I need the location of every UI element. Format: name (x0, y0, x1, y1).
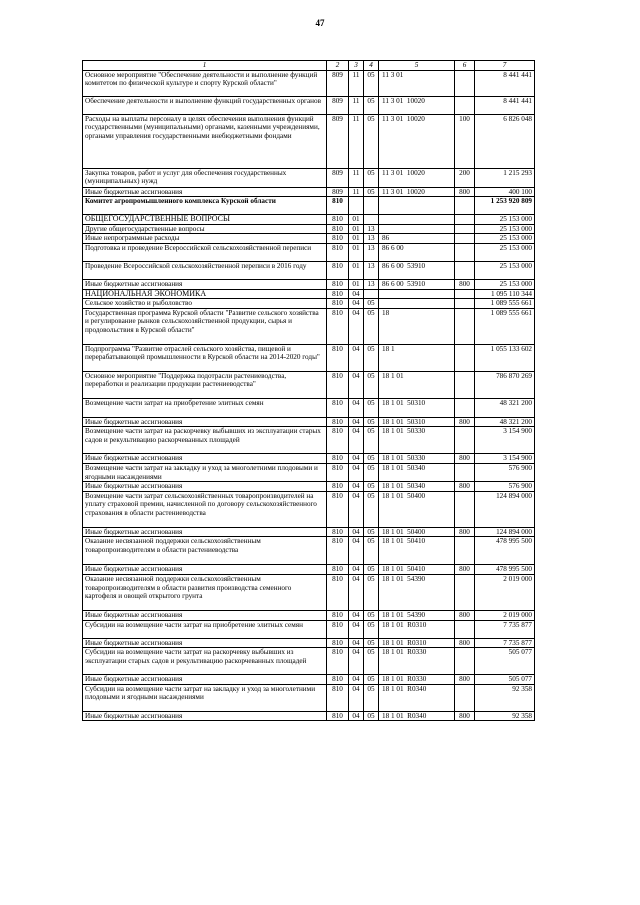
row-description: Иные бюджетные ассигнования (83, 711, 327, 721)
row-admin-code: 810 (327, 427, 349, 454)
row-description: Иные бюджетные ассигнования (83, 610, 327, 620)
row-target-article: 11 3 01 (379, 70, 455, 96)
row-subsection: 13 (364, 243, 379, 261)
row-admin-code: 809 (327, 96, 349, 114)
table-row (83, 187, 535, 197)
row-section: 04 (349, 398, 364, 417)
row-amount: 6 826 048 (475, 114, 535, 168)
row-target-article: 11 3 01 10020 (379, 114, 455, 168)
row-section: 04 (349, 565, 364, 575)
row-amount: 124 894 000 (475, 527, 535, 537)
row-amount: 48 321 200 (475, 398, 535, 417)
row-description: ОБЩЕГОСУДАРСТВЕННЫЕ ВОПРОСЫ (83, 215, 327, 225)
row-section: 01 (349, 279, 364, 289)
row-target-article: 18 1 01 50400 (379, 491, 455, 527)
row-target-article: 18 1 (379, 344, 455, 371)
row-description: Иные непрограммные расходы (83, 234, 327, 244)
row-expense-type (455, 243, 475, 261)
row-subsection (364, 197, 379, 215)
row-target-article: 86 (379, 234, 455, 244)
row-expense-type (455, 648, 475, 675)
header-cell: 5 (379, 61, 455, 71)
row-description: Обеспечение деятельности и выполнение функций государственных органов (83, 96, 327, 114)
row-section: 01 (349, 215, 364, 225)
table-row (83, 215, 535, 225)
table-row (83, 398, 535, 417)
row-amount: 478 995 500 (475, 565, 535, 575)
row-admin-code: 810 (327, 234, 349, 244)
row-description: Проведение Всероссийской сельскохозяйственной переписи в 2016 году (83, 261, 327, 279)
row-expense-type: 800 (455, 638, 475, 648)
row-target-article: 86 6 00 53910 (379, 261, 455, 279)
row-admin-code: 810 (327, 398, 349, 417)
header-cell: 1 (83, 61, 327, 71)
row-section: 04 (349, 463, 364, 481)
row-amount: 1 253 920 809 (475, 197, 535, 215)
row-subsection: 05 (364, 417, 379, 427)
row-subsection: 05 (364, 187, 379, 197)
row-description: Иные бюджетные ассигнования (83, 417, 327, 427)
row-subsection: 05 (364, 344, 379, 371)
row-amount: 7 735 877 (475, 638, 535, 648)
row-admin-code: 810 (327, 463, 349, 481)
header-cell: 2 (327, 61, 349, 71)
row-target-article: 11 3 01 10020 (379, 96, 455, 114)
row-expense-type (455, 70, 475, 96)
table-row (83, 610, 535, 620)
row-subsection: 05 (364, 620, 379, 638)
table-row (83, 344, 535, 371)
row-section: 04 (349, 537, 364, 565)
row-admin-code: 809 (327, 114, 349, 168)
row-subsection: 05 (364, 482, 379, 492)
table-row (83, 574, 535, 610)
row-description: Возмещение части затрат на закладку и уход за многолетними плодовыми и ягодными насаждениями (83, 463, 327, 481)
row-section: 04 (349, 684, 364, 711)
row-admin-code: 809 (327, 187, 349, 197)
row-expense-type (455, 427, 475, 454)
row-description: Подготовка и проведение Всероссийской сельскохозяйственной переписи (83, 243, 327, 261)
row-admin-code: 809 (327, 168, 349, 187)
row-subsection: 05 (364, 308, 379, 344)
row-target-article: 18 1 01 50330 (379, 454, 455, 464)
table-row (83, 565, 535, 575)
row-expense-type: 800 (455, 610, 475, 620)
row-target-article: 18 1 01 54390 (379, 574, 455, 610)
table-row (83, 168, 535, 187)
row-admin-code: 810 (327, 491, 349, 527)
header-cell: 6 (455, 61, 475, 71)
row-target-article: 18 1 01 R0310 (379, 620, 455, 638)
row-amount: 25 153 000 (475, 279, 535, 289)
row-target-article: 18 1 01 50310 (379, 398, 455, 417)
row-expense-type (455, 537, 475, 565)
row-target-article (379, 299, 455, 309)
row-subsection: 05 (364, 684, 379, 711)
row-admin-code: 810 (327, 537, 349, 565)
row-section: 04 (349, 648, 364, 675)
row-description: Субсидии на возмещение части затрат на закладку и уход за многолетними плодовыми и ягодными насаждениями (83, 684, 327, 711)
table-row (83, 197, 535, 215)
row-section: 04 (349, 574, 364, 610)
row-section: 04 (349, 610, 364, 620)
table-row (83, 308, 535, 344)
row-admin-code: 810 (327, 527, 349, 537)
row-amount: 3 154 900 (475, 427, 535, 454)
row-admin-code: 810 (327, 261, 349, 279)
row-admin-code: 809 (327, 70, 349, 96)
row-section: 11 (349, 114, 364, 168)
row-subsection: 05 (364, 168, 379, 187)
table-row (83, 620, 535, 638)
row-section: 04 (349, 344, 364, 371)
row-section: 04 (349, 638, 364, 648)
row-admin-code: 810 (327, 344, 349, 371)
row-amount: 8 441 441 (475, 70, 535, 96)
row-expense-type (455, 289, 475, 299)
table-row (83, 648, 535, 675)
row-description: Субсидии на возмещение части затрат на раскорчевку выбывших из эксплуатации старых садов и рекультивацию раскорчеванных площадей (83, 648, 327, 675)
table-body (83, 61, 535, 721)
row-description: Другие общегосударственные вопросы (83, 224, 327, 234)
row-amount: 576 900 (475, 463, 535, 481)
row-section: 04 (349, 482, 364, 492)
row-description: Закупка товаров, работ и услуг для обеспечения государственных (муниципальных) нужд (83, 168, 327, 187)
row-subsection: 05 (364, 70, 379, 96)
row-amount: 25 153 000 (475, 243, 535, 261)
row-subsection: 05 (364, 491, 379, 527)
row-description: Государственная программа Курской области "Развитие сельского хозяйства и регулирование рынков сельскохозяйственной продукции, сырья и продовольствия в Курской области" (83, 308, 327, 344)
row-subsection: 05 (364, 427, 379, 454)
row-target-article (379, 224, 455, 234)
table-row (83, 454, 535, 464)
table-row (83, 675, 535, 685)
table-row (83, 224, 535, 234)
table-row (83, 289, 535, 299)
row-admin-code: 810 (327, 224, 349, 234)
table-row (83, 684, 535, 711)
row-expense-type (455, 299, 475, 309)
row-section: 01 (349, 234, 364, 244)
row-description: Основное мероприятие "Поддержка подотрасли растениеводства, переработки и реализации продукции растениеводства" (83, 371, 327, 398)
row-expense-type (455, 197, 475, 215)
row-subsection: 05 (364, 711, 379, 721)
row-target-article: 11 3 01 10020 (379, 187, 455, 197)
row-amount: 1 089 555 661 (475, 308, 535, 344)
row-admin-code: 810 (327, 675, 349, 685)
row-amount: 1 095 110 344 (475, 289, 535, 299)
row-expense-type (455, 96, 475, 114)
table-row (83, 243, 535, 261)
row-admin-code: 810 (327, 289, 349, 299)
row-section: 04 (349, 491, 364, 527)
table-row (83, 427, 535, 454)
table-row (83, 482, 535, 492)
row-expense-type: 800 (455, 417, 475, 427)
row-expense-type (455, 215, 475, 225)
row-subsection: 13 (364, 261, 379, 279)
row-target-article: 18 1 01 50410 (379, 565, 455, 575)
row-subsection: 05 (364, 638, 379, 648)
row-admin-code: 810 (327, 243, 349, 261)
row-subsection: 05 (364, 537, 379, 565)
header-cell: 7 (475, 61, 535, 71)
table-header-row (83, 61, 535, 71)
row-section: 04 (349, 527, 364, 537)
row-section: 01 (349, 224, 364, 234)
row-expense-type (455, 684, 475, 711)
table-row (83, 234, 535, 244)
row-subsection (364, 289, 379, 299)
row-section: 04 (349, 675, 364, 685)
row-amount: 505 077 (475, 675, 535, 685)
row-admin-code: 810 (327, 482, 349, 492)
row-subsection: 05 (364, 565, 379, 575)
row-admin-code: 810 (327, 565, 349, 575)
row-expense-type: 800 (455, 187, 475, 197)
row-expense-type (455, 344, 475, 371)
header-cell: 3 (349, 61, 364, 71)
row-expense-type (455, 308, 475, 344)
row-description: Подпрограмма "Развитие отраслей сельского хозяйства, пищевой и перерабатывающей промышленности в Курской области на 2014-2020 годы" (83, 344, 327, 371)
row-section: 11 (349, 96, 364, 114)
row-expense-type (455, 491, 475, 527)
row-target-article: 11 3 01 10020 (379, 168, 455, 187)
row-expense-type: 100 (455, 114, 475, 168)
row-section: 04 (349, 371, 364, 398)
row-amount: 505 077 (475, 648, 535, 675)
row-admin-code: 810 (327, 215, 349, 225)
row-admin-code: 810 (327, 279, 349, 289)
row-amount: 1 089 555 661 (475, 299, 535, 309)
row-description: Возмещение части затрат на приобретение элитных семян (83, 398, 327, 417)
row-amount: 25 153 000 (475, 234, 535, 244)
row-subsection: 05 (364, 610, 379, 620)
row-amount: 576 900 (475, 482, 535, 492)
row-expense-type: 200 (455, 168, 475, 187)
row-subsection: 05 (364, 454, 379, 464)
row-expense-type (455, 620, 475, 638)
row-section: 04 (349, 417, 364, 427)
row-amount: 400 100 (475, 187, 535, 197)
row-expense-type: 800 (455, 565, 475, 575)
row-expense-type: 800 (455, 279, 475, 289)
row-amount: 2 019 000 (475, 574, 535, 610)
row-amount: 25 153 000 (475, 224, 535, 234)
row-admin-code: 810 (327, 371, 349, 398)
row-expense-type (455, 234, 475, 244)
row-target-article (379, 197, 455, 215)
row-description: Иные бюджетные ассигнования (83, 279, 327, 289)
row-admin-code: 810 (327, 574, 349, 610)
table-row (83, 70, 535, 96)
row-section: 04 (349, 289, 364, 299)
table-row (83, 279, 535, 289)
row-amount: 3 154 900 (475, 454, 535, 464)
row-description: Основное мероприятие "Обеспечение деятельности и выполнение функций комитетом по физической культуре и спорту Курской области" (83, 70, 327, 96)
row-section: 11 (349, 187, 364, 197)
row-description: Иные бюджетные ассигнования (83, 187, 327, 197)
table-row (83, 417, 535, 427)
row-section: 04 (349, 427, 364, 454)
row-amount: 7 735 877 (475, 620, 535, 638)
row-amount: 124 894 000 (475, 491, 535, 527)
row-description: Иные бюджетные ассигнования (83, 638, 327, 648)
row-target-article: 18 1 01 50340 (379, 463, 455, 481)
row-amount: 1 215 293 (475, 168, 535, 187)
row-subsection: 05 (364, 574, 379, 610)
row-target-article: 18 (379, 308, 455, 344)
table-row (83, 491, 535, 527)
row-description: Иные бюджетные ассигнования (83, 527, 327, 537)
table-row (83, 537, 535, 565)
row-section: 11 (349, 168, 364, 187)
row-expense-type: 800 (455, 711, 475, 721)
row-expense-type (455, 398, 475, 417)
row-subsection: 05 (364, 527, 379, 537)
row-expense-type: 800 (455, 527, 475, 537)
table-row (83, 463, 535, 481)
row-admin-code: 810 (327, 417, 349, 427)
row-description: Иные бюджетные ассигнования (83, 565, 327, 575)
row-subsection: 05 (364, 675, 379, 685)
row-expense-type: 800 (455, 454, 475, 464)
row-admin-code: 810 (327, 620, 349, 638)
row-description: Возмещение части затрат сельскохозяйственных товаропроизводителей на уплату страховой премии, начисленной по договору сельскохозяйственного страхования в области растениеводства (83, 491, 327, 527)
row-target-article: 18 1 01 50410 (379, 537, 455, 565)
row-section: 04 (349, 308, 364, 344)
row-subsection: 13 (364, 224, 379, 234)
row-section: 01 (349, 243, 364, 261)
row-amount: 1 055 133 602 (475, 344, 535, 371)
row-description: Расходы на выплаты персоналу в целях обеспечения выполнения функций государственными (муниципальными) органами, казенными учреждениями, органами управления государственными внебюджетными фондами (83, 114, 327, 168)
row-subsection: 05 (364, 463, 379, 481)
row-target-article: 18 1 01 R0310 (379, 638, 455, 648)
budget-table (82, 60, 535, 721)
row-admin-code: 810 (327, 610, 349, 620)
row-target-article: 18 1 01 50310 (379, 417, 455, 427)
row-target-article (379, 215, 455, 225)
table-row (83, 527, 535, 537)
row-target-article: 18 1 01 54390 (379, 610, 455, 620)
row-admin-code: 810 (327, 638, 349, 648)
row-amount: 92 358 (475, 684, 535, 711)
table-row (83, 711, 535, 721)
row-description: НАЦИОНАЛЬНАЯ ЭКОНОМИКА (83, 289, 327, 299)
row-target-article: 18 1 01 50400 (379, 527, 455, 537)
row-subsection: 05 (364, 398, 379, 417)
row-section: 04 (349, 620, 364, 638)
row-target-article: 18 1 01 50340 (379, 482, 455, 492)
table-row (83, 114, 535, 168)
row-subsection: 13 (364, 234, 379, 244)
table-row (83, 261, 535, 279)
row-amount: 92 358 (475, 711, 535, 721)
row-amount: 478 995 500 (475, 537, 535, 565)
row-amount: 25 153 000 (475, 261, 535, 279)
table-row (83, 96, 535, 114)
row-description: Возмещение части затрат на раскорчевку выбывших из эксплуатации старых садов и рекультивацию раскорчеванных площадей (83, 427, 327, 454)
row-target-article: 86 6 00 53910 (379, 279, 455, 289)
row-target-article: 18 1 01 R0340 (379, 711, 455, 721)
row-expense-type (455, 574, 475, 610)
row-expense-type (455, 224, 475, 234)
row-section (349, 197, 364, 215)
table-row (83, 299, 535, 309)
row-amount: 786 870 269 (475, 371, 535, 398)
row-subsection: 13 (364, 279, 379, 289)
row-description: Оказание несвязанной поддержки сельскохозяйственным товаропроизводителям в области развития производства семенного картофеля и овощей открытого грунта (83, 574, 327, 610)
row-admin-code: 810 (327, 648, 349, 675)
row-expense-type (455, 463, 475, 481)
row-description: Субсидии на возмещение части затрат на приобретение элитных семян (83, 620, 327, 638)
row-admin-code: 810 (327, 454, 349, 464)
row-admin-code: 810 (327, 299, 349, 309)
header-cell: 4 (364, 61, 379, 71)
table-row (83, 371, 535, 398)
row-description: Иные бюджетные ассигнования (83, 482, 327, 492)
row-subsection: 05 (364, 96, 379, 114)
row-admin-code: 810 (327, 308, 349, 344)
row-admin-code: 810 (327, 197, 349, 215)
row-target-article: 18 1 01 R0330 (379, 648, 455, 675)
row-target-article: 18 1 01 50330 (379, 427, 455, 454)
row-description: Сельское хозяйство и рыболовство (83, 299, 327, 309)
row-expense-type: 800 (455, 482, 475, 492)
row-amount: 8 441 441 (475, 96, 535, 114)
row-section: 04 (349, 711, 364, 721)
row-target-article: 86 6 00 (379, 243, 455, 261)
row-subsection (364, 215, 379, 225)
row-admin-code: 810 (327, 684, 349, 711)
row-section: 04 (349, 454, 364, 464)
row-amount: 2 019 000 (475, 610, 535, 620)
row-subsection: 05 (364, 648, 379, 675)
row-expense-type (455, 371, 475, 398)
row-target-article: 18 1 01 (379, 371, 455, 398)
row-description: Оказание несвязанной поддержки сельскохозяйственным товаропроизводителям в области растениеводства (83, 537, 327, 565)
row-target-article: 18 1 01 R0340 (379, 684, 455, 711)
row-admin-code: 810 (327, 711, 349, 721)
row-subsection: 05 (364, 114, 379, 168)
row-amount: 48 321 200 (475, 417, 535, 427)
row-section: 11 (349, 70, 364, 96)
row-description: Комитет агропромышленного комплекса Курской области (83, 197, 327, 215)
row-target-article (379, 289, 455, 299)
table-row (83, 638, 535, 648)
row-description: Иные бюджетные ассигнования (83, 454, 327, 464)
page-number: 47 (315, 18, 325, 28)
row-subsection: 05 (364, 371, 379, 398)
row-expense-type: 800 (455, 675, 475, 685)
row-description: Иные бюджетные ассигнования (83, 675, 327, 685)
row-amount: 25 153 000 (475, 215, 535, 225)
row-section: 04 (349, 299, 364, 309)
row-expense-type (455, 261, 475, 279)
row-section: 01 (349, 261, 364, 279)
row-target-article: 18 1 01 R0330 (379, 675, 455, 685)
row-subsection: 05 (364, 299, 379, 309)
